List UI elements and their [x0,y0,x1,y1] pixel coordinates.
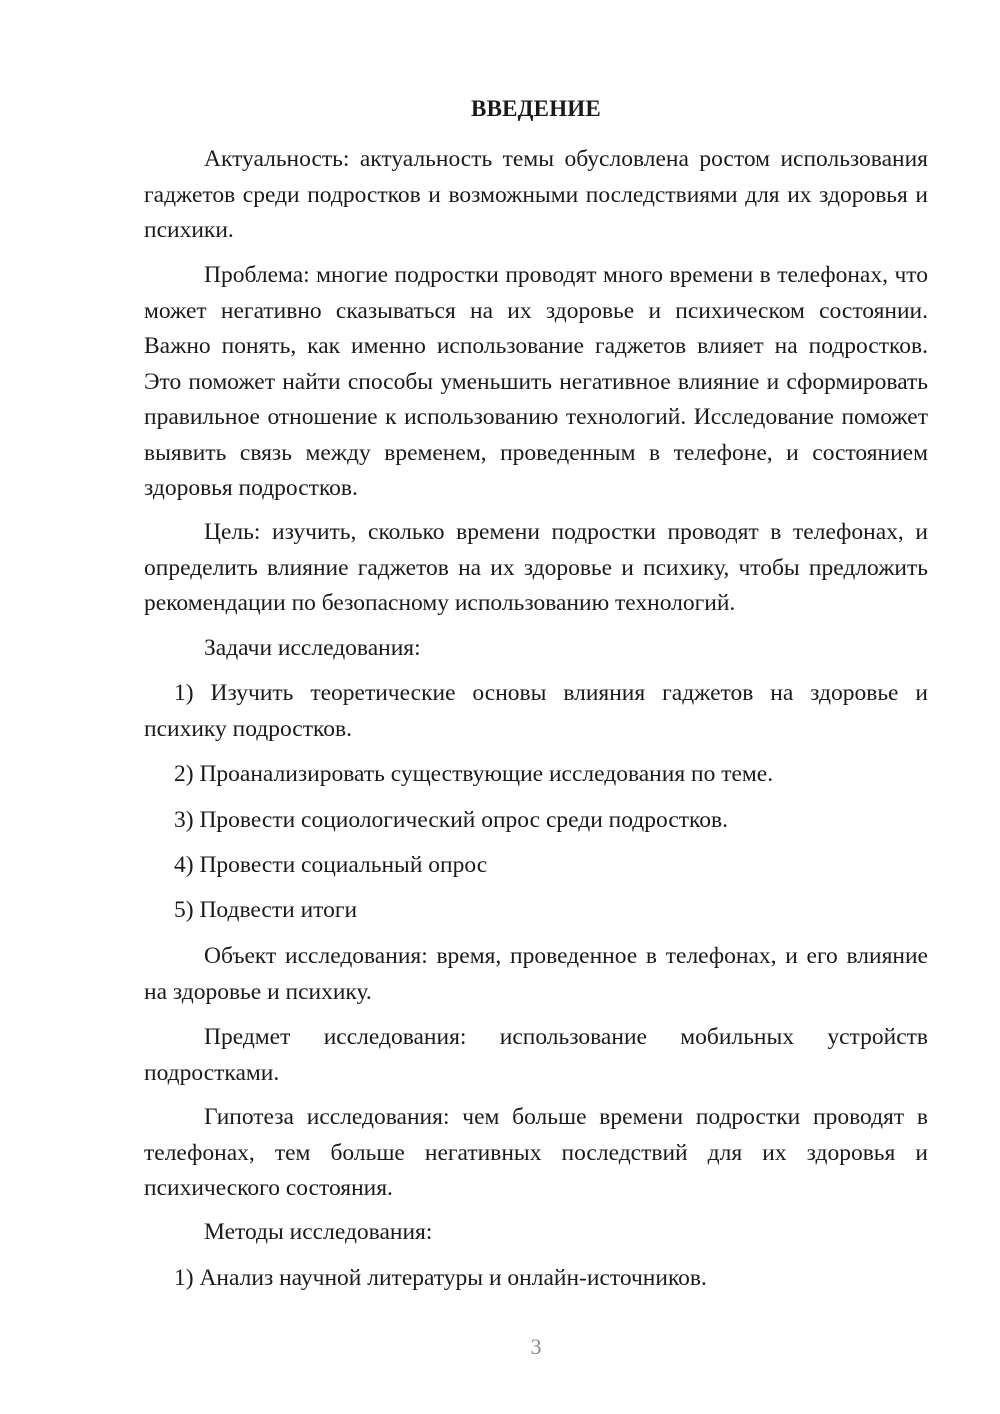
task-item-4: 4) Провести социальный опрос [174,852,488,878]
methods-heading: Методы исследования: [204,1219,433,1245]
task-item-1: 1) Изучить теоретические основы влияния гаджетов на здоровье и психику подростков. [144,680,928,742]
task-item-5: 5) Подвести итоги [174,897,358,923]
paragraph-relevance: Актуальность: актуальность темы обусловлена ростом использования гаджетов среди подростков и возможными последствиями для их здоровья и психики. [144,146,928,243]
method-item-1: 1) Анализ научной литературы и онлайн-источников. [174,1265,707,1291]
tasks-heading: Задачи исследования: [204,635,421,661]
paragraph-subject: Предмет исследования: использование мобильных устройств подростками. [144,1024,928,1086]
page-number: 3 [530,1334,542,1359]
paragraph-hypothesis: Гипотеза исследования: чем больше времени подростки проводят в телефонах, тем больше негативных последствий для их здоровья и психического состояния. [144,1104,928,1201]
paragraph-problem: Проблема: многие подростки проводят много времени в телефонах, что может негативно сказываться на их здоровье и психическом состоянии. Важно понять, как именно использование гаджетов влияет на подростков. Это поможет найти способы уменьшить негативное влияние и сформировать правильное отношение к использованию технологий. Исследование поможет выявить связь между временем, проведенным в телефоне, и состоянием здоровья подростков. [144,262,928,501]
paragraph-object: Объект исследования: время, проведенное в телефонах, и его влияние на здоровье и психику. [144,943,928,1005]
page-title: ВВЕДЕНИЕ [471,96,601,121]
task-item-2: 2) Проанализировать существующие исследования по теме. [174,761,774,787]
paragraph-goal: Цель: изучить, сколько времени подростки проводят в телефонах, и определить влияние гаджетов на их здоровье и психику, чтобы предложить рекомендации по безопасному использованию технологий. [144,519,928,616]
task-item-3: 3) Провести социологический опрос среди подростков. [174,807,728,833]
